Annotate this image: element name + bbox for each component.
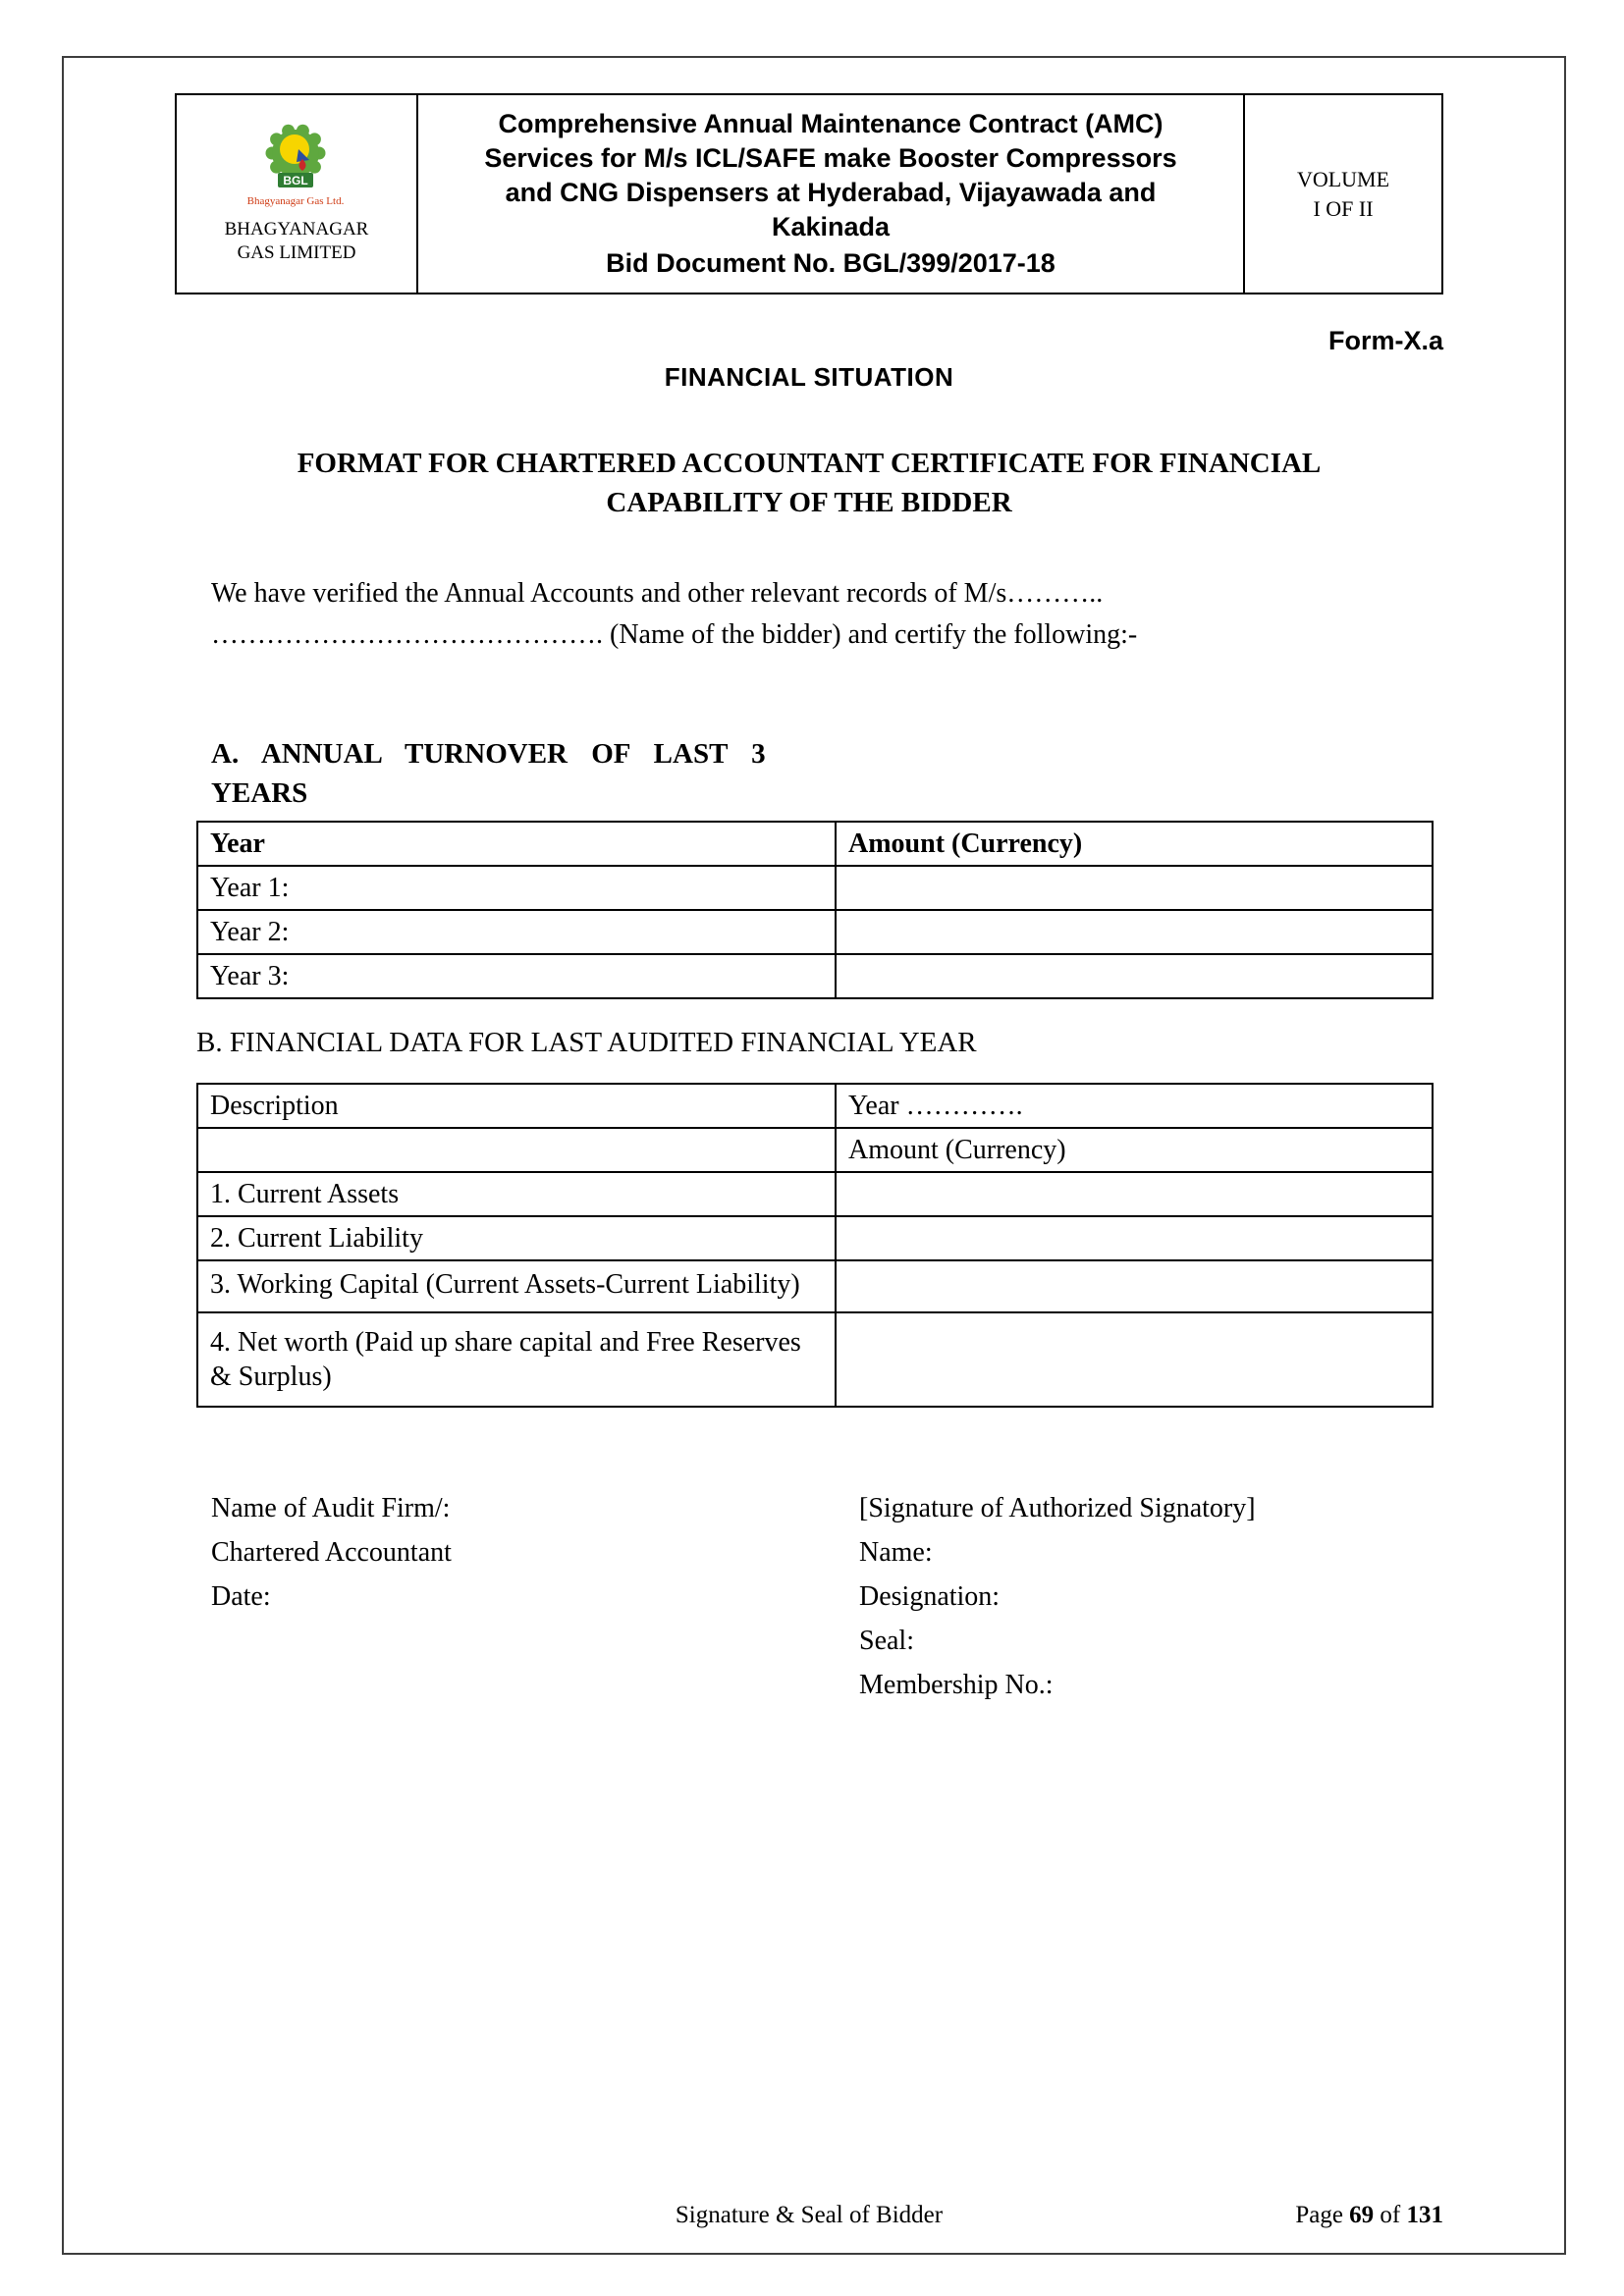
company-name-line1: BHAGYANAGAR <box>224 218 369 240</box>
form-number: Form-X.a <box>1327 326 1443 355</box>
footer-signature-seal: Signature & Seal of Bidder <box>675 2202 944 2228</box>
working-capital-cell: 3. Working Capital (Current Assets-Current Liability) <box>197 1260 836 1312</box>
date-label: Date: <box>211 1581 271 1612</box>
table-header-row <box>197 822 1433 866</box>
intro-paragraph <box>211 573 1443 656</box>
year1-amount-cell <box>836 866 1433 910</box>
logo-cell <box>176 94 417 294</box>
volume-line2: I OF II <box>1313 195 1374 221</box>
intro-line1: We have verified the Annual Accounts and other relevant records of M/s……….. <box>211 578 1104 609</box>
current-liability-value-cell <box>836 1216 1433 1260</box>
of-word: of <box>1374 2202 1407 2228</box>
year2-cell: Year 2: <box>197 910 836 954</box>
empty-cell <box>197 1128 836 1172</box>
designation-label: Designation: <box>859 1581 1001 1612</box>
document-title-line: and CNG Dispensers at Hyderabad, Vijayawada and <box>505 178 1157 207</box>
year-column-header: Year <box>197 822 836 866</box>
working-capital-value-cell <box>836 1260 1433 1312</box>
chartered-accountant-label: Chartered Accountant <box>211 1537 452 1568</box>
page-total: 131 <box>1406 2202 1443 2228</box>
page-current: 69 <box>1349 2202 1375 2228</box>
form-subtitle-line2: CAPABILITY OF THE BIDDER <box>606 487 1012 518</box>
form-title: FINANCIAL SITUATION <box>664 362 954 392</box>
company-name <box>181 218 412 265</box>
year3-cell: Year 3: <box>197 954 836 998</box>
amount-column-header: Amount (Currency) <box>836 822 1433 866</box>
seal-label: Seal: <box>859 1626 914 1656</box>
year1-cell: Year 1: <box>197 866 836 910</box>
table-row <box>197 1216 1433 1260</box>
audit-firm-label: Name of Audit Firm/: <box>211 1493 451 1523</box>
section-a-heading-line2: YEARS <box>211 777 308 809</box>
bid-document-number: Bid Document No. BGL/399/2017-18 <box>606 248 1056 278</box>
amount-currency-cell: Amount (Currency) <box>836 1128 1433 1172</box>
description-header-cell: Description <box>197 1084 836 1128</box>
signature-label: [Signature of Authorized Signatory] <box>859 1493 1256 1523</box>
volume-line1: VOLUME <box>1296 166 1390 191</box>
section-b-heading: B. FINANCIAL DATA FOR LAST AUDITED FINANCIAL YEAR <box>196 1027 977 1058</box>
form-subtitle <box>175 444 1443 522</box>
year-header-cell: Year …………. <box>836 1084 1433 1128</box>
table-row <box>197 910 1433 954</box>
year3-amount-cell <box>836 954 1433 998</box>
table-row <box>197 1128 1433 1172</box>
annual-turnover-table <box>196 821 1434 999</box>
bgl-logo-icon <box>238 122 355 216</box>
page-content <box>175 93 1443 1707</box>
table-row <box>197 866 1433 910</box>
net-worth-value-cell <box>836 1312 1433 1407</box>
document-title-line: Comprehensive Annual Maintenance Contract (AMC) <box>498 109 1164 138</box>
name-label: Name: <box>859 1537 933 1568</box>
logo-caption: Bhagyanagar Gas Ltd. <box>246 194 345 207</box>
page-footer <box>175 2202 1443 2237</box>
logo-text: BGL <box>283 173 308 187</box>
section-a-heading <box>211 734 1443 813</box>
page-number <box>1295 2202 1443 2229</box>
table-row <box>197 1312 1433 1407</box>
document-header-table <box>175 93 1443 294</box>
company-name-line2: GAS LIMITED <box>237 241 356 263</box>
current-liability-cell: 2. Current Liability <box>197 1216 836 1260</box>
current-assets-cell: 1. Current Assets <box>197 1172 836 1216</box>
document-title-line: Services for M/s ICL/SAFE make Booster Compressors <box>484 143 1177 173</box>
page-word: Page <box>1295 2202 1350 2228</box>
audit-firm-block <box>211 1486 859 1707</box>
authorized-signatory-block <box>859 1486 1409 1707</box>
table-row <box>197 1260 1433 1312</box>
volume-cell <box>1244 94 1442 294</box>
table-row <box>197 1084 1433 1128</box>
table-row <box>197 954 1433 998</box>
table-row <box>197 1172 1433 1216</box>
intro-line2: ……………………………………. (Name of the bidder) and certify the following:- <box>211 619 1138 650</box>
membership-no-label: Membership No.: <box>859 1670 1054 1700</box>
section-a-heading-line1: A. ANNUAL TURNOVER OF LAST 3 <box>211 738 766 770</box>
year2-amount-cell <box>836 910 1433 954</box>
document-title-cell <box>417 94 1244 294</box>
header-row <box>176 94 1442 294</box>
signature-block <box>211 1486 1443 1707</box>
current-assets-value-cell <box>836 1172 1433 1216</box>
net-worth-cell: 4. Net worth (Paid up share capital and Free Reserves & Surplus) <box>197 1312 836 1407</box>
form-subtitle-line1: FORMAT FOR CHARTERED ACCOUNTANT CERTIFICATE FOR FINANCIAL <box>297 448 1322 479</box>
document-title-line: Kakinada <box>771 212 891 241</box>
financial-data-table <box>196 1083 1434 1408</box>
